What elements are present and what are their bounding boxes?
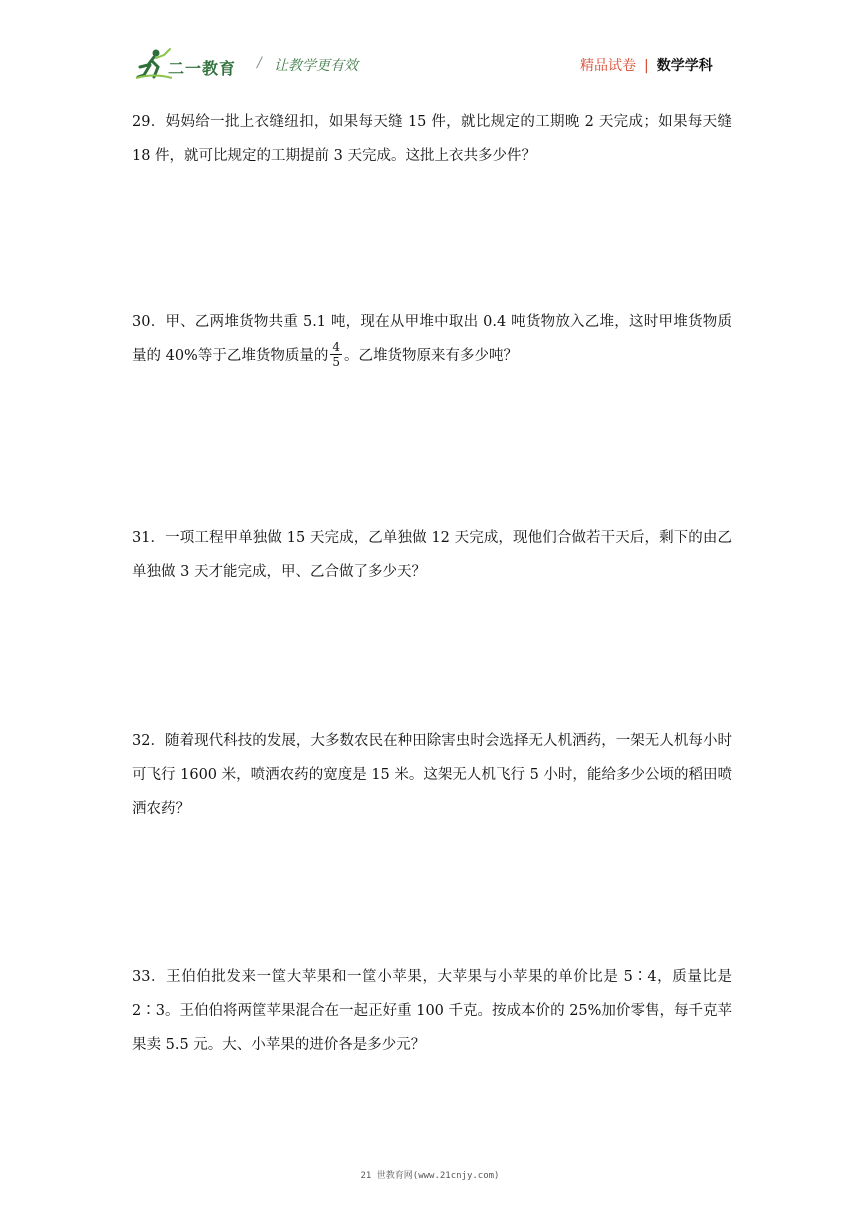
- logo: [136, 47, 248, 81]
- logo-text: 二一教育: [168, 59, 237, 78]
- question-number: 30．: [132, 314, 166, 330]
- question-number: 33．: [132, 969, 167, 985]
- question-text-before: 甲、乙两堆货物共重 5.1 吨，现在从甲堆中取出 0.4 吨货物放入乙堆，这时甲堆货物质量的 40%等于乙堆货物质量的: [132, 314, 732, 364]
- running-figure-icon: [136, 47, 172, 81]
- fraction-numerator: 4: [332, 339, 340, 354]
- question-30: [132, 305, 732, 373]
- question-text: 一项工程甲单独做 15 天完成，乙单独做 12 天完成，现他们合做若干天后，剩下的由乙单独做 3 天才能完成，甲、乙合做了多少天？: [132, 530, 732, 580]
- question-text: 妈妈给一批上衣缝纽扣，如果每天缝 15 件，就比规定的工期晚 2 天完成；如果每天缝 18 件，就可比规定的工期提前 3 天完成。这批上衣共多少件？: [132, 114, 732, 164]
- header-brand: [580, 55, 713, 75]
- question-number: 29．: [132, 114, 166, 130]
- fraction: [330, 340, 342, 369]
- brand-label-subject: 数学学科: [656, 58, 713, 74]
- header-slogan: 让教学更有效: [274, 58, 358, 74]
- question-number: 32．: [132, 733, 166, 749]
- page-header: [0, 0, 860, 100]
- question-text: 王伯伯批发来一筐大苹果和一筐小苹果，大苹果与小苹果的单价比是 5∶4，质量比是 2∶3。王伯伯将两筐苹果混合在一起正好重 100 千克。按成本价的 25%加价零售，每千克苹果卖 5.5 元。大、小苹果的进价各是多少元？: [132, 969, 732, 1053]
- question-33: [132, 960, 732, 1062]
- page-footer: 21 世教育网(www.21cnjy.com): [360, 1171, 500, 1181]
- question-number: 31．: [132, 530, 166, 546]
- header-slash: /: [257, 55, 262, 71]
- brand-divider: |: [644, 58, 649, 74]
- question-31: [132, 521, 732, 589]
- fraction-denominator: 5: [332, 354, 340, 369]
- question-29: [132, 105, 732, 173]
- question-32: [132, 724, 732, 826]
- question-text: 随着现代科技的发展，大多数农民在种田除害虫时会选择无人机洒药，一架无人机每小时可飞行 1600 米，喷洒农药的宽度是 15 米。这架无人机飞行 5 小时，能给多少公顷的稻田喷洒农药？: [132, 733, 732, 817]
- brand-label-premium: 精品试卷: [580, 58, 636, 74]
- question-text-after: 。乙堆货物原来有多少吨？: [343, 348, 518, 364]
